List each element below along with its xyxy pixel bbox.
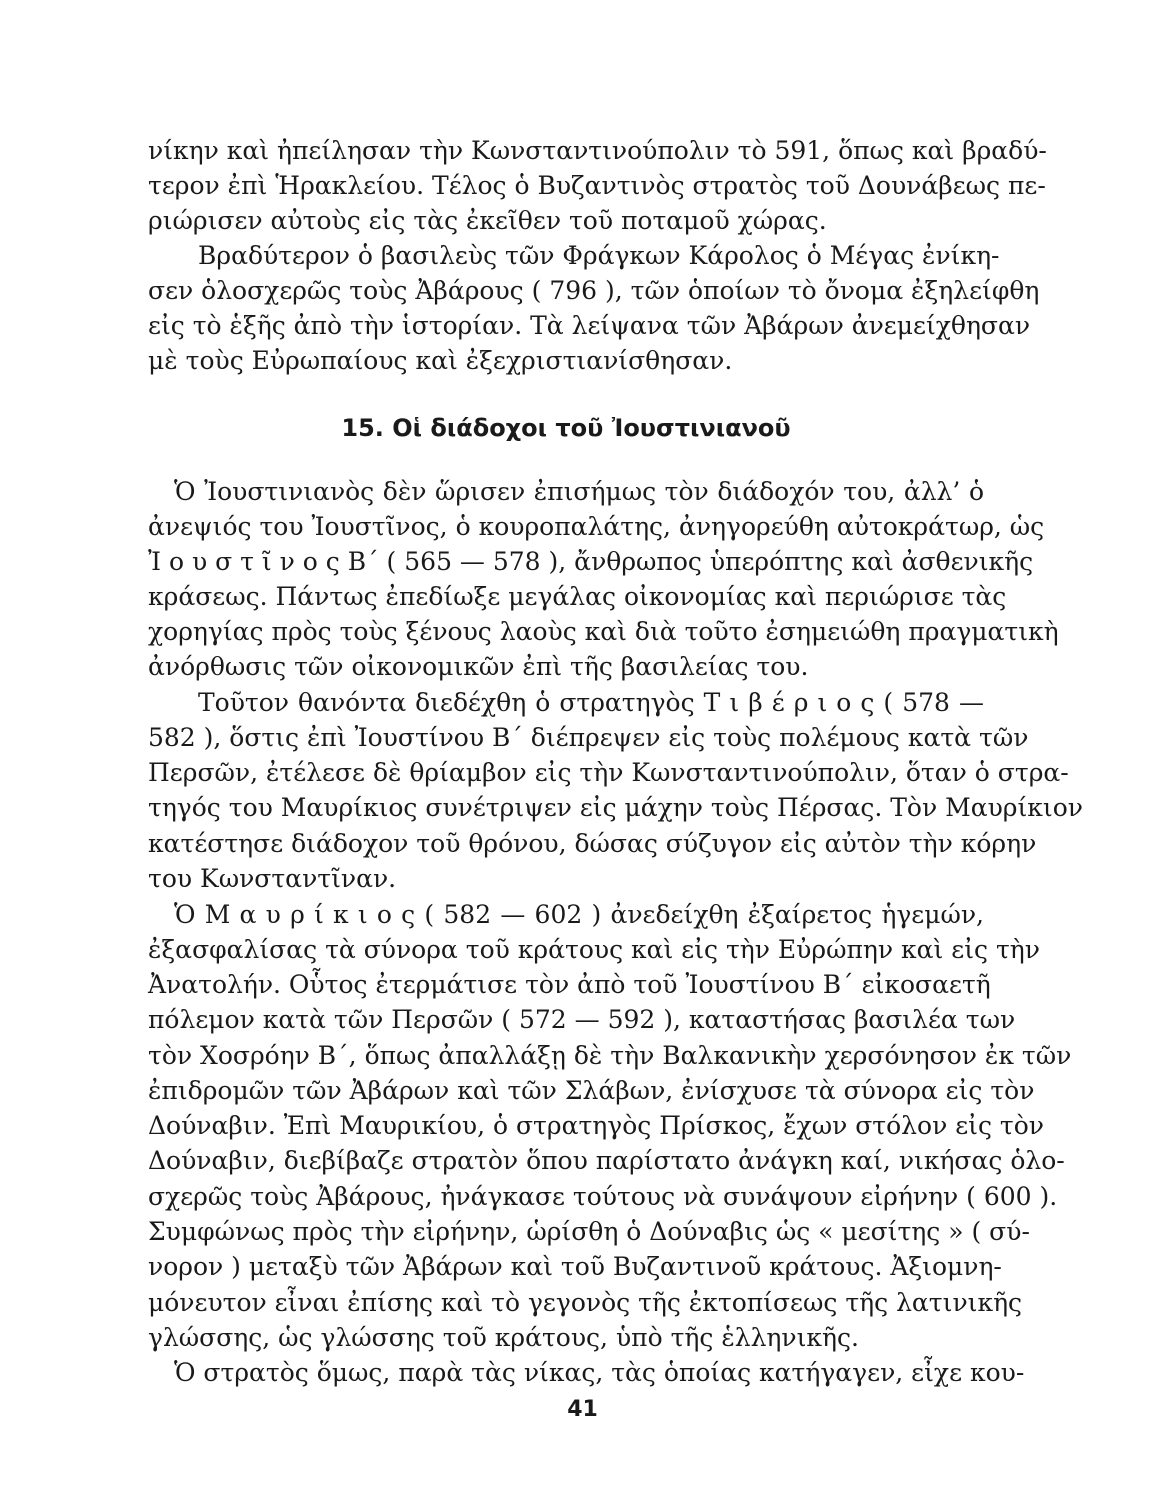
text-line: νορον ) μεταξὺ τῶν Ἀβάρων καὶ τοῦ Βυζαντινοῦ κράτους. Ἀξιομνη- bbox=[148, 1252, 1002, 1281]
text-line: 582 ), ὅστις ἐπὶ Ἰουστίνου Β΄ διέπρεψεν εἰς τοὺς πολέμους κατὰ τῶν bbox=[148, 723, 1029, 752]
text-line: πόλεμον κατὰ τῶν Περσῶν ( 572 — 592 ), καταστήσας βασιλέα των bbox=[148, 1005, 1016, 1034]
text-line: ἐξασφαλίσας τὰ σύνορα τοῦ κράτους καὶ εἰς τὴν Εὐρώπην καὶ εἰς τὴν bbox=[148, 935, 1040, 964]
text-line: Ἰ ο υ σ τ ῖ ν ο ς Β΄ ( 565 — 578 ), ἄνθρωπος ὑπερόπτης καὶ ἀσθενικῆς bbox=[148, 547, 1034, 576]
text-line: Δούναβιν, διεβίβαζε στρατὸν ὅπου παρίστατο ἀνάγκη καί, νικήσας ὁλο- bbox=[148, 1146, 1065, 1175]
text-line: Ἀνατολήν. Οὗτος ἐτερμάτισε τὸν ἀπὸ τοῦ Ἰουστίνου Β΄ εἰκοσαετῆ bbox=[148, 970, 991, 999]
text-line: τὸν Χοσρόην Β΄, ὅπως ἀπαλλάξῃ δὲ τὴν Βαλκανικὴν χερσόνησον ἐκ τῶν bbox=[148, 1041, 1072, 1070]
text-line: Δούναβιν. Ἐπὶ Μαυρικίου, ὁ στρατηγὸς Πρίσκος, ἔχων στόλον εἰς τὸν bbox=[148, 1111, 1045, 1140]
section-heading: 15. Οἱ διάδοχοι τοῦ Ἰουστινιανοῦ bbox=[341, 414, 791, 442]
text-line: ριώρισεν αὐτοὺς εἰς τὰς ἐκεῖθεν τοῦ ποταμοῦ χώρας. bbox=[148, 206, 827, 235]
text-line: Περσῶν, ἐτέλεσε δὲ θρίαμβον εἰς τὴν Κωνσταντινούπολιν, ὅταν ὁ στρα- bbox=[148, 758, 1069, 787]
page-number: 41 bbox=[567, 1397, 598, 1422]
text-line: Βραδύτερον ὁ βασιλεὺς τῶν Φράγκων Κάρολος ὁ Μέγας ἐνίκη- bbox=[198, 241, 1000, 270]
text-line: Ὁ Μ α υ ρ ί κ ι ο ς ( 582 — 602 ) ἀνεδείχθη ἐξαίρετος ἡγεμών, bbox=[174, 900, 984, 929]
text-line: ἀνόρθωσις τῶν οἰκονομικῶν ἐπὶ τῆς βασιλείας του. bbox=[148, 652, 809, 681]
text-line: κατέστησε διάδοχον τοῦ θρόνου, δώσας σύζυγον εἰς αὐτὸν τὴν κόρην bbox=[148, 829, 1037, 858]
text-line: νίκην καὶ ἠπείλησαν τὴν Κωνσταντινούπολιν τὸ 591, ὅπως καὶ βραδύ- bbox=[148, 136, 1047, 165]
text-line: χορηγίας πρὸς τοὺς ξένους λαοὺς καὶ διὰ τοῦτο ἐσημειώθη πραγματικὴ bbox=[148, 617, 1059, 646]
text-line: ἀνεψιός του Ἰουστῖνος, ὁ κουροπαλάτης, ἀνηγορεύθη αὐτοκράτωρ, ὡς bbox=[148, 512, 1045, 541]
text-line: Ὁ Ἰουστινιανὸς δὲν ὥρισεν ἐπισήμως τὸν διάδοχόν του, ἀλλ’ ὁ bbox=[174, 477, 984, 506]
text-line: του Κωνσταντῖναν. bbox=[148, 864, 397, 893]
text-line: σχερῶς τοὺς Ἀβάρους, ἠνάγκασε τούτους νὰ συνάψουν εἰρήνην ( 600 ). bbox=[148, 1182, 1058, 1211]
text-line: σεν ὁλοσχερῶς τοὺς Ἀβάρους ( 796 ), τῶν ὁποίων τὸ ὄνομα ἐξηλείφθη bbox=[148, 276, 1040, 305]
text-line: τηγός του Μαυρίκιος συνέτριψεν εἰς μάχην τοὺς Πέρσας. Τὸν Μαυρίκιον bbox=[148, 793, 1083, 822]
text-line: ἐπιδρομῶν τῶν Ἀβάρων καὶ τῶν Σλάβων, ἐνίσχυσε τὰ σύνορα εἰς τὸν bbox=[148, 1076, 1035, 1105]
text-line: Τοῦτον θανόντα διεδέχθη ὁ στρατηγὸς Τ ι β έ ρ ι ο ς ( 578 — bbox=[198, 688, 984, 717]
text-line: τερον ἐπὶ Ἡρακλείου. Τέλος ὁ Βυζαντινὸς στρατὸς τοῦ Δουνάβεως πε- bbox=[148, 171, 1046, 200]
text-line: γλώσσης, ὡς γλώσσης τοῦ κράτους, ὑπὸ τῆς ἑλληνικῆς. bbox=[148, 1323, 859, 1352]
text-line: μὲ τοὺς Εὐρωπαίους καὶ ἐξεχριστιανίσθησαν. bbox=[148, 346, 733, 375]
text-line: Συμφώνως πρὸς τὴν εἰρήνην, ὡρίσθη ὁ Δούναβις ὡς « μεσίτης » ( σύ- bbox=[148, 1217, 1030, 1246]
text-line: μόνευτον εἶναι ἐπίσης καὶ τὸ γεγονὸς τῆς ἐκτοπίσεως τῆς λατινικῆς bbox=[148, 1288, 1023, 1317]
text-line: Ὁ στρατὸς ὅμως, παρὰ τὰς νίκας, τὰς ὁποίας κατήγαγεν, εἶχε κου- bbox=[174, 1358, 1025, 1387]
text-line: εἰς τὸ ἑξῆς ἀπὸ τὴν ἱστορίαν. Τὰ λείψανα τῶν Ἀβάρων ἀνεμείχθησαν bbox=[148, 311, 1031, 340]
text-line: κράσεως. Πάντως ἐπεδίωξε μεγάλας οἰκονομίας καὶ περιώρισε τὰς bbox=[148, 582, 1007, 611]
